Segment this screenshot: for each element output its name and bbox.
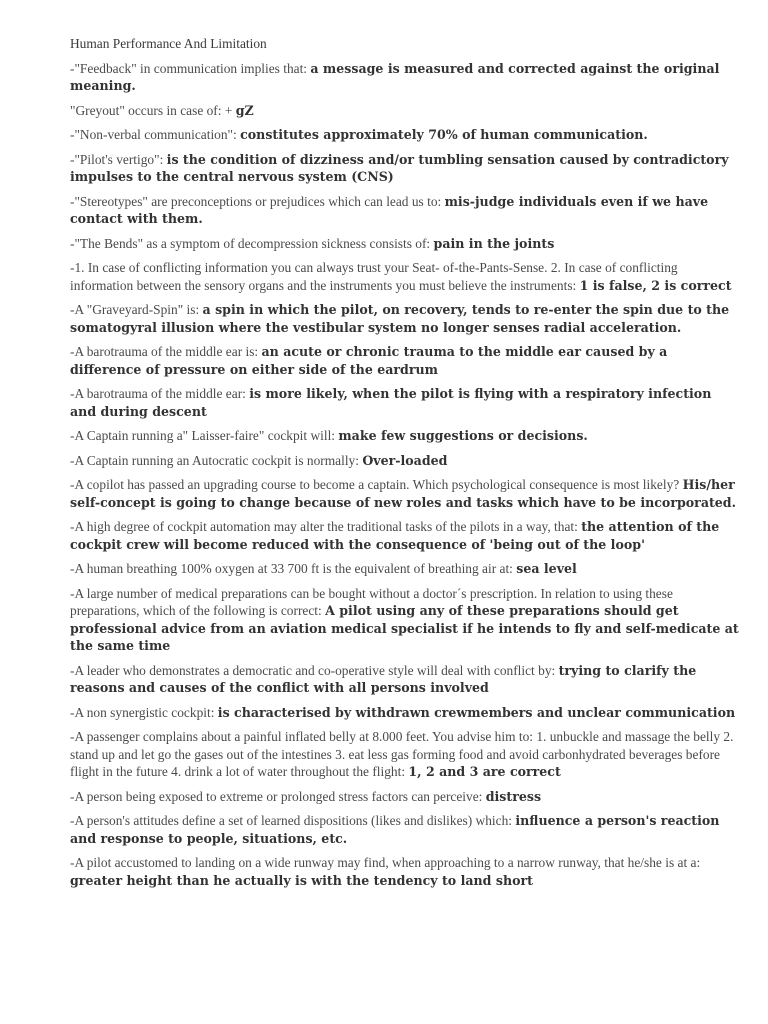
question-text: -A passenger complains about a painful inflated belly at 8.000 feet. You advise him to: 1. unbuckle and massage the belly 2. stand up and let go the gases out of the intestines 3. eat less gas forming food and avoid carbonhydrated beverages before flight in the future 4. drink a lot of water throughout the flight:	[70, 729, 734, 779]
answer-text: trying to clarify the reasons and causes of the conflict with all persons involved	[70, 662, 697, 695]
answer-text: pain in the joints	[433, 235, 555, 251]
qa-item	[70, 102, 740, 120]
question-text: -"Pilot's vertigo":	[70, 151, 167, 167]
answer-text: make few suggestions or decisions.	[338, 428, 588, 443]
qa-item	[70, 301, 740, 336]
answer-text: Over-loaded	[362, 452, 448, 468]
question-text: -A high degree of cockpit automation may alter the traditional tasks of the pilots in a way, that:	[70, 519, 582, 534]
answer-text: A pilot using any of these preparations should get professional advice from an aviation medical specialist if he intends to fly and self-medicate at the same time	[70, 603, 739, 653]
qa-item	[70, 452, 740, 470]
question-text: -A Captain running an Autocratic cockpit is normally:	[70, 452, 363, 468]
question-text: -A pilot accustomed to landing on a wide runway may find, when approaching to a narrow runway, that he/she is at a:	[70, 855, 701, 870]
answer-text: influence a person's reaction and response to people, situations, etc.	[70, 813, 720, 846]
qa-item	[70, 385, 740, 420]
qa-item	[70, 193, 740, 228]
answer-text: is the condition of dizziness and/or tumbling sensation caused by contradictory impulses to the central nervous system (CNS)	[70, 151, 729, 184]
answer-text: mis-judge individuals even if we have contact with them.	[70, 193, 709, 226]
qa-item	[70, 585, 740, 655]
question-text: -A person being exposed to extreme or prolonged stress factors can perceive:	[70, 788, 486, 804]
question-text: -A copilot has passed an upgrading course to become a captain. Which psychological consequence is most likely?	[70, 477, 683, 492]
document-title: Human Performance And Limitation	[70, 36, 267, 51]
qa-item	[70, 560, 740, 578]
question-text: -A leader who demonstrates a democratic and co-operative style will deal with conflict by:	[70, 662, 559, 678]
qa-item	[70, 518, 740, 553]
answer-text: is more likely, when the pilot is flying with a respiratory infection and during descent	[70, 386, 712, 419]
qa-item	[70, 60, 740, 95]
qa-list	[70, 60, 740, 890]
answer-text: His/her self-concept is going to change because of new roles and tasks which have to be incorporated.	[70, 477, 736, 510]
question-text: -1. In case of conflicting information you can always trust your Seat- of-the-Pants-Sense. 2. In case of conflicting information between the sensory organs and the instruments you must believe the instruments:	[70, 260, 678, 293]
document-page	[70, 35, 740, 896]
question-text: -A "Graveyard-Spin" is:	[70, 302, 203, 317]
qa-item	[70, 662, 740, 697]
answer-text: 1 is false, 2 is correct	[579, 277, 732, 293]
qa-item	[70, 259, 740, 294]
answer-text: a message is measured and corrected against the original meaning.	[70, 60, 720, 93]
answer-text: is characterised by withdrawn crewmembers and unclear communication	[217, 704, 736, 720]
qa-item	[70, 728, 740, 781]
qa-item	[70, 151, 740, 186]
qa-item	[70, 343, 740, 378]
answer-text: the attention of the cockpit crew will become reduced with the consequence of 'being out of the loop'	[70, 519, 720, 552]
question-text: -A human breathing 100% oxygen at 33 700 ft is the equivalent of breathing air at:	[70, 561, 517, 576]
question-text: -A non synergistic cockpit:	[70, 704, 218, 720]
qa-item	[70, 235, 740, 253]
answer-text: gZ	[235, 102, 254, 118]
question-text: -A barotrauma of the middle ear:	[70, 386, 250, 401]
question-text: -A Captain running a" Laisser-faire" cockpit will:	[70, 428, 339, 443]
answer-text: an acute or chronic trauma to the middle ear caused by a difference of pressure on either side of the eardrum	[70, 344, 668, 377]
question-text: -"The Bends" as a symptom of decompression sickness consists of:	[70, 235, 434, 251]
question-text: -A barotrauma of the middle ear is:	[70, 344, 262, 359]
answer-text: distress	[485, 788, 542, 804]
answer-text: constitutes approximately 70% of human communication.	[240, 127, 648, 142]
question-text: -A large number of medical preparations can be bought without a doctor´s prescription. In relation to using these preparations, which of the following is correct:	[70, 585, 673, 618]
question-text: -A person's attitudes define a set of learned dispositions (likes and dislikes) which:	[70, 813, 516, 828]
qa-item	[70, 704, 740, 722]
qa-item	[70, 126, 740, 144]
question-text: -"Stereotypes" are preconceptions or prejudices which can lead us to:	[70, 193, 445, 209]
qa-item	[70, 812, 740, 847]
question-text: -"Non-verbal communication":	[70, 127, 241, 142]
qa-item	[70, 788, 740, 806]
qa-item	[70, 854, 740, 889]
answer-text: 1, 2 and 3 are correct	[408, 764, 561, 779]
question-text: "Greyout" occurs in case of: +	[70, 102, 236, 118]
answer-text: greater height than he actually is with the tendency to land short	[70, 872, 533, 888]
qa-item	[70, 427, 740, 445]
answer-text: sea level	[516, 561, 577, 576]
qa-item	[70, 476, 740, 511]
answer-text: a spin in which the pilot, on recovery, tends to re-enter the spin due to the somatogyral illusion where the vestibular system no longer senses radial acceleration.	[70, 302, 730, 335]
question-text: -"Feedback" in communication implies that:	[70, 60, 311, 76]
